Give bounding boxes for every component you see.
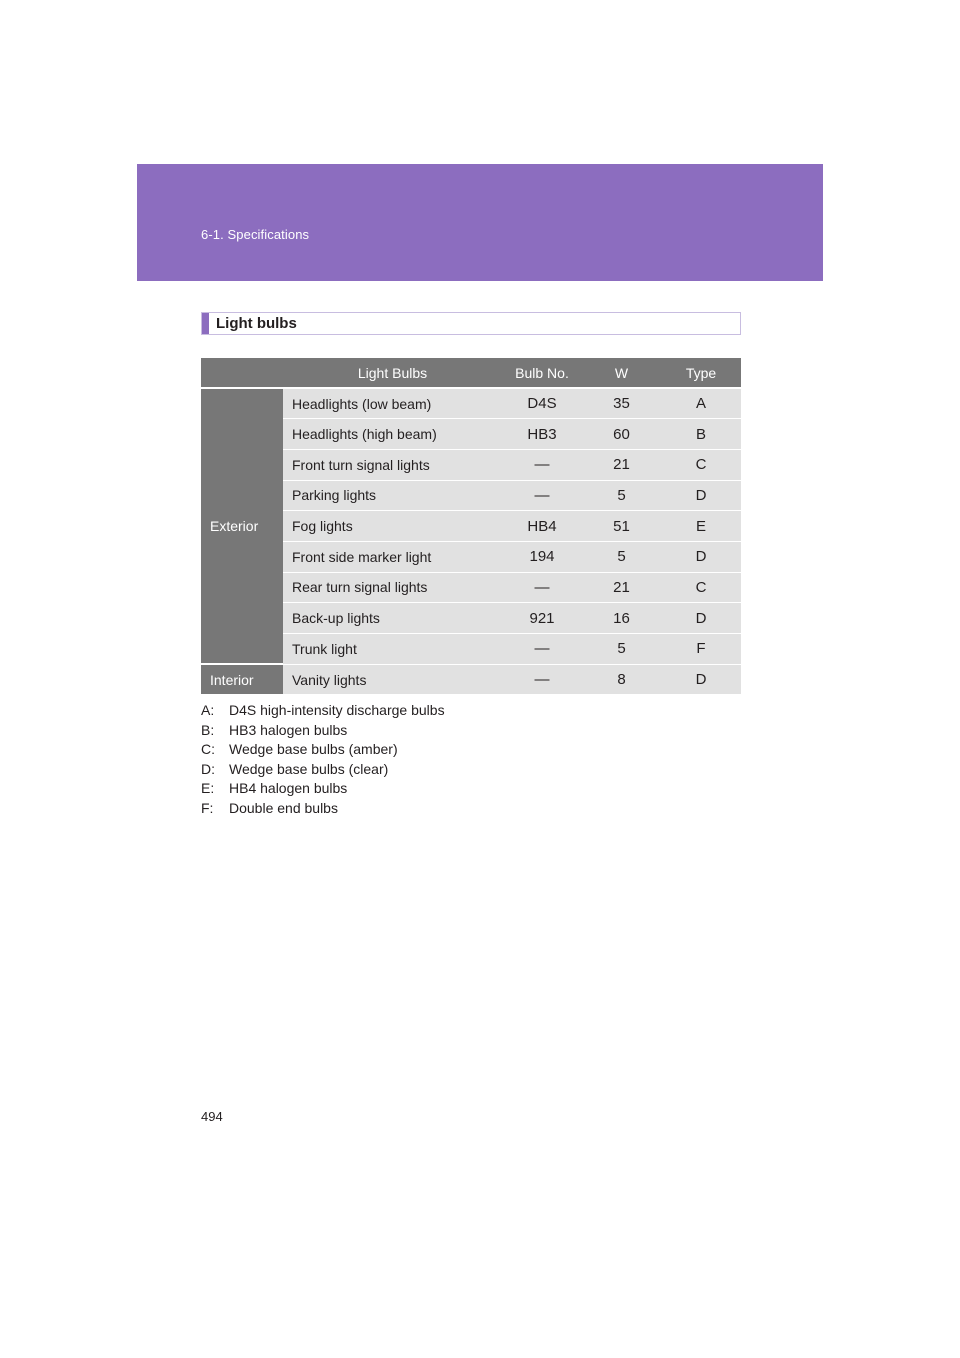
bulb-number: HB3: [502, 419, 582, 450]
legend-key: C:: [201, 741, 215, 757]
bulb-name: Trunk light: [283, 634, 502, 665]
bulb-name: Back-up lights: [283, 603, 502, 634]
bulb-number: HB4: [502, 511, 582, 542]
bulb-number: —: [502, 449, 582, 480]
section-heading: [201, 312, 741, 335]
header-group: [201, 358, 283, 388]
legend-text: Double end bulbs: [229, 799, 338, 816]
bulb-watts: 21: [582, 449, 661, 480]
type-legend: [201, 701, 445, 818]
bulb-name: Front turn signal lights: [283, 449, 502, 480]
legend-key: E:: [201, 780, 215, 796]
list-item: [201, 779, 445, 799]
table-row: [201, 388, 741, 419]
bulb-watts: 60: [582, 419, 661, 450]
bulb-number: —: [502, 634, 582, 665]
bulb-watts: 5: [582, 634, 661, 665]
bulb-watts: 21: [582, 572, 661, 603]
bulb-name: Rear turn signal lights: [283, 572, 502, 603]
bulb-type: C: [661, 449, 741, 480]
bulb-type: F: [661, 634, 741, 665]
header-type: Type: [661, 358, 741, 388]
header-watts: W: [582, 358, 661, 388]
chapter-header-band: [137, 164, 823, 281]
page-number: 494: [201, 1109, 223, 1124]
list-item: [201, 740, 445, 760]
legend-key: D:: [201, 760, 215, 777]
bulb-number: —: [502, 664, 582, 695]
bulb-name: Fog lights: [283, 511, 502, 542]
bulb-number: —: [502, 480, 582, 511]
legend-key: B:: [201, 721, 215, 738]
light-bulbs-table: [201, 358, 741, 696]
bulb-number: —: [502, 572, 582, 603]
legend-text: HB3 halogen bulbs: [229, 721, 348, 738]
header-bulb-no: Bulb No.: [502, 358, 582, 388]
bulb-number: D4S: [502, 388, 582, 419]
bulb-type: D: [661, 664, 741, 695]
bulb-number: 921: [502, 603, 582, 634]
bulb-name: Headlights (high beam): [283, 419, 502, 450]
bulb-name: Vanity lights: [283, 664, 502, 695]
legend-text: Wedge base bulbs (amber): [229, 741, 398, 757]
bulb-watts: 8: [582, 664, 661, 695]
bulb-type: E: [661, 511, 741, 542]
legend-text: Wedge base bulbs (clear): [229, 760, 389, 777]
bulb-name: Front side marker light: [283, 541, 502, 572]
bulb-watts: 35: [582, 388, 661, 419]
section-title: 6-1. Specifications: [201, 227, 310, 242]
bulb-type: D: [661, 603, 741, 634]
bulb-number: 194: [502, 541, 582, 572]
bulb-name: Parking lights: [283, 480, 502, 511]
bulb-watts: 51: [582, 511, 661, 542]
legend-text: HB4 halogen bulbs: [229, 780, 348, 796]
list-item: [201, 721, 445, 741]
bulb-type: D: [661, 541, 741, 572]
table-header-row: [201, 358, 741, 388]
legend-key: F:: [201, 799, 214, 816]
group-label-exterior: Exterior: [201, 388, 283, 664]
legend-text: D4S high-intensity discharge bulbs: [229, 702, 445, 718]
bulb-name: Headlights (low beam): [283, 388, 502, 419]
list-item: [201, 701, 445, 721]
heading-accent-bar: [202, 313, 209, 334]
heading-text: Light bulbs: [216, 315, 297, 332]
bulb-watts: 5: [582, 541, 661, 572]
list-item: [201, 760, 445, 780]
legend-key: A:: [201, 702, 215, 718]
bulb-watts: 16: [582, 603, 661, 634]
bulb-type: A: [661, 388, 741, 419]
list-item: [201, 799, 445, 819]
group-label-interior: Interior: [201, 664, 283, 695]
bulb-type: C: [661, 572, 741, 603]
bulb-type: D: [661, 480, 741, 511]
table-row: [201, 664, 741, 695]
bulb-watts: 5: [582, 480, 661, 511]
header-light-bulbs: Light Bulbs: [283, 358, 502, 388]
bulb-type: B: [661, 419, 741, 450]
